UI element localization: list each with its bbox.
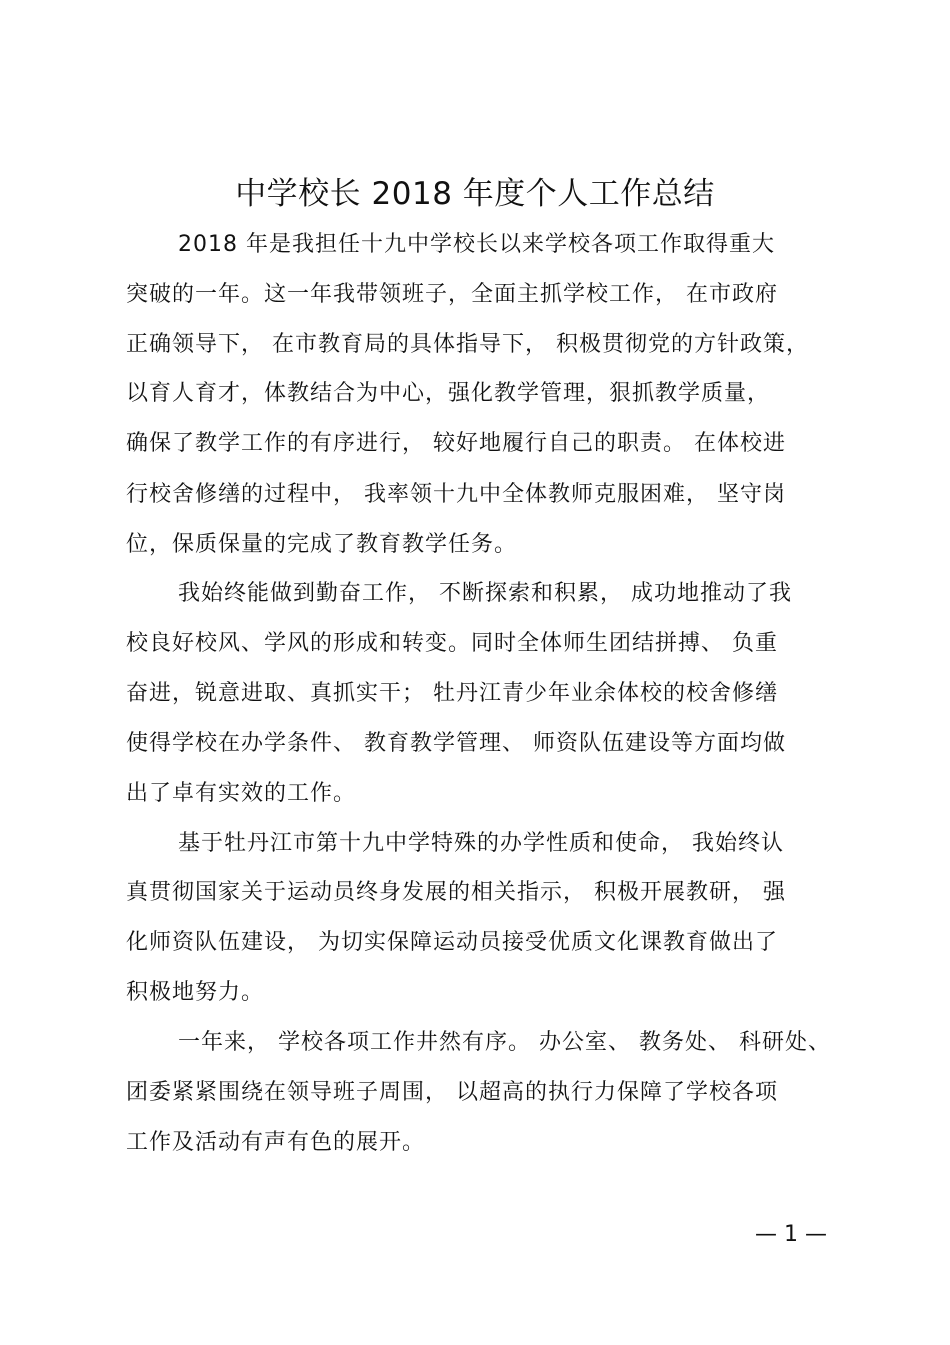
paragraph-line: 积极地努力。 xyxy=(126,980,265,1005)
paragraph-line: 校良好校风、学风的形成和转变。同时全体师生团结拼搏、 负重 xyxy=(126,631,778,656)
paragraph-line: 化师资队伍建设， 为切实保障运动员接受优质文化课教育做出了 xyxy=(126,930,778,955)
paragraph-line: 以育人育才，体教结合为中心，强化教学管理，狠抓教学质量， xyxy=(126,381,771,406)
paragraph-line: 基于牡丹江市第十九中学特殊的办学性质和使命， 我始终认 xyxy=(178,831,784,856)
paragraph-line: 真贯彻国家关于运动员终身发展的相关指示， 积极开展教研， 强 xyxy=(126,880,786,905)
paragraph-line: 确保了教学工作的有序进行， 较好地履行自己的职责。 在体校进 xyxy=(126,431,786,456)
paragraph-line: 行校舍修缮的过程中， 我率领十九中全体教师克服困难， 坚守岗 xyxy=(126,482,786,507)
paragraph-line: 奋进，锐意进取、真抓实干； 牡丹江青少年业余体校的校舍修缮 xyxy=(126,681,778,706)
document-title: 中学校长 2018 年度个人工作总结 xyxy=(235,176,715,212)
paragraph-line: 工作及活动有声有色的展开。 xyxy=(126,1130,426,1155)
paragraph-line: 我始终能做到勤奋工作， 不断探索和积累， 成功地推动了我 xyxy=(178,581,792,606)
paragraph-line: 突破的一年。这一年我带领班子，全面主抓学校工作， 在市政府 xyxy=(126,282,778,307)
paragraph-line: 一年来， 学校各项工作井然有序。 办公室、 教务处、 科研处、 xyxy=(178,1030,831,1055)
paragraph-line: 出了卓有实效的工作。 xyxy=(126,781,357,806)
paragraph-line: 位，保质保量的完成了教育教学任务。 xyxy=(126,532,518,557)
page-number: — 1 — xyxy=(755,1222,827,1247)
paragraph-line: 正确领导下， 在市教育局的具体指导下， 积极贯彻党的方针政策， xyxy=(126,332,809,357)
paragraph-line: 使得学校在办学条件、 教育教学管理、 师资队伍建设等方面均做 xyxy=(126,731,786,756)
paragraph-line: 团委紧紧围绕在领导班子周围， 以超高的执行力保障了学校各项 xyxy=(126,1080,778,1105)
paragraph-line: 2018 年是我担任十九中学校长以来学校各项工作取得重大 xyxy=(178,232,775,257)
